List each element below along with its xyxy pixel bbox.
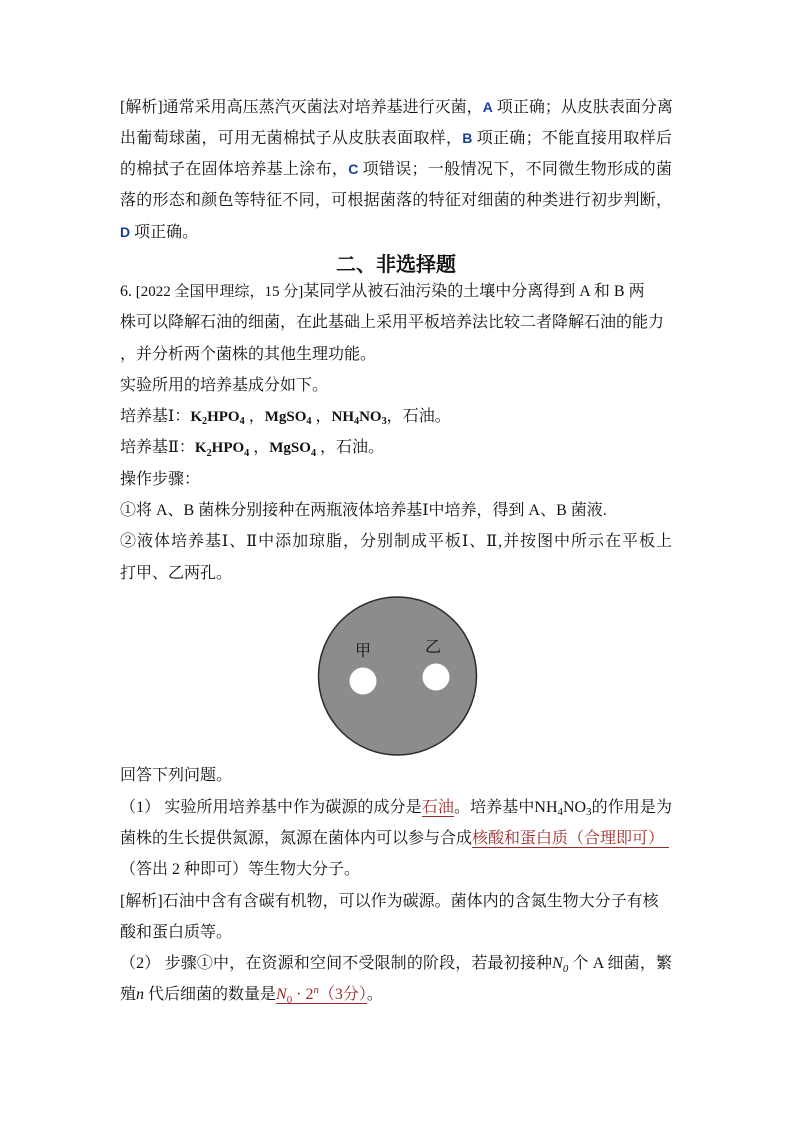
part-number: （1） [120,798,161,816]
part-text: （答出 2 种即可）等生物大分子。 [120,861,361,879]
variable-n0 [552,955,569,975]
media-intro [120,370,672,401]
separator: ， [311,408,332,426]
medium-tail: 石油。 [402,408,451,426]
variable-symbol: N [552,955,563,973]
medium-label: 培养基Ⅱ： [120,439,195,457]
analysis-text: 通常采用高压蒸汽灭菌法对培养基进行灭菌， [162,98,483,116]
formula-nh4no3 [331,409,387,428]
part-text: 。 [366,986,383,1004]
formula-part: NO [359,409,382,426]
formula-subscript: 4 [353,416,360,428]
formula-subscript: 2 [206,447,212,459]
formula-part: HPO [207,409,240,426]
part-text: 菌株的生长提供氮源，氮源在菌体内可以参与合成 [120,829,473,847]
option-letter-a: A [482,98,493,115]
hole-yi [423,664,450,691]
hole-label-jia: 甲 [354,643,372,660]
question-stem: 株可以降解石油的细菌，在此基础上采用平板培养法比较二者降解石油的能力 [120,314,665,332]
analysis-1-line-3 [120,154,672,185]
medium-1-line [120,401,672,432]
steps-title-text: 操作步骤： [120,470,201,488]
medium-label: 培养基Ⅰ： [120,408,191,426]
variable-n: n [136,986,145,1004]
answer-base-subscript: 0 [286,993,293,1006]
option-letter-b: B [462,129,473,146]
hole-label-yi: 乙 [424,639,442,656]
formula-part: MgSO [269,440,311,457]
option-letter-d: D [120,223,131,240]
formula-part: NH [534,798,558,816]
formula-subscript: 4 [306,416,312,428]
question-stem: 某同学从被石油污染的土壤中分离得到 A 和 B 两 [303,282,645,300]
formula-subscript: 3 [586,806,592,819]
analysis-label: [解析] [120,892,163,910]
question-stem: ，并分析两个菌株的其他生理功能。 [120,345,377,363]
content-upper [120,92,672,589]
part-text: 。培养基中 [453,798,535,816]
content-lower [120,760,672,1010]
formula-subscript: 4 [239,416,245,428]
answer-prompt [120,760,672,791]
media-intro-text: 实验所用的培养基成分如下。 [120,376,329,394]
question-source: [2022 全国甲理综，15 分] [132,283,304,300]
formula-part: HPO [211,440,245,457]
part-text: 殖 [120,986,137,1004]
separator: ， [316,439,337,457]
formula-k2hpo4 [194,440,250,459]
analysis-2-line-1 [120,886,672,917]
part-text: 实验所用培养基中作为碳源的成分是 [160,798,422,816]
analysis-text: 石油中含有含碳有机物，可以作为碳源。菌体内的含氮生物大分子有核 [162,892,659,910]
medium-tail: 石油。 [336,439,385,457]
formula-part: MgSO [264,409,307,426]
separator: ， [249,439,270,457]
analysis-text: 项错误；一般情况下，不同微生物形成的菌 [358,161,672,179]
analysis-text: 项正确；不能直接用取样后 [472,129,672,147]
formula-part: K [194,440,207,457]
analysis-text: 出葡萄球菌，可用无菌棉拭子从皮肤表面取样， [120,129,463,147]
answer-operator: · 2 [292,986,314,1004]
step-1-text: ①将 A、B 菌株分别接种在两瓶液体培养基Ⅰ中培养，得到 A、B 菌液. [120,502,607,520]
answer-score: （3分） [318,986,367,1004]
step-2-text: 打甲、乙两孔。 [120,564,233,582]
culture-plate-figure [308,586,488,766]
formula-k2hpo4 [190,409,245,428]
part-number: （2） [120,955,161,973]
question-number: 6. [120,282,132,300]
formula-mgso4 [264,409,312,428]
part-2-line-2 [120,979,672,1010]
analysis-text: 酸和蛋白质等。 [120,923,233,941]
formula-subscript: 4 [557,806,563,819]
separator: ， [244,408,265,426]
agar-plate [319,597,477,755]
analysis-1-line-4 [120,185,672,216]
part-text: 步骤①中，在资源和空间不受限制的阶段，若最初接种 [160,955,553,973]
formula-subscript: 3 [381,416,387,428]
question-6-line-1 [120,276,672,307]
analysis-text: 项正确。 [130,223,199,241]
step-2-line-1 [120,526,672,557]
formula-nh4no3 [534,798,592,819]
section-heading-text: 二、非选择题 [336,253,456,276]
analysis-text: 落的形态和颜色等特征不同，可根据菌落的特征对细菌的种类进行初步判断， [120,192,672,210]
analysis-1-line-2 [120,123,672,154]
question-6-line-3 [120,339,672,370]
formula-part: NO [562,798,587,816]
section-heading [120,248,672,276]
analysis-1-line-5 [120,217,672,248]
part-text: 个 A 细菌，繁 [568,955,672,973]
hole-jia [350,668,377,695]
part-1-line-3 [120,854,672,885]
formula-subscript: 4 [310,447,317,459]
part-text: 的作用是为 [591,798,672,816]
answer-base: N [276,986,287,1004]
formula-part: NH [331,409,354,426]
steps-title [120,464,672,495]
variable-subscript: 0 [562,962,569,975]
step-2-text: ②液体培养基Ⅰ、Ⅱ中添加琼脂，分别制成平板Ⅰ、Ⅱ,并按图中所示在平板上 [120,533,672,551]
formula-part: K [190,409,202,426]
formula-mgso4 [269,440,317,459]
separator: ， [386,408,403,426]
part-1-line-1 [120,792,672,823]
step-2-line-2 [120,558,672,589]
part-text: 代后细菌的数量是 [144,986,277,1004]
analysis-2-line-2 [120,917,672,948]
answer-prompt-text: 回答下列问题。 [120,767,233,785]
answer-carbon-source: 石油 [421,798,454,816]
analysis-text: 的棉拭子在固体培养基上涂布， [120,161,349,179]
formula-subscript: 4 [244,447,250,459]
option-letter-c: C [348,161,359,178]
part-1-line-2 [120,823,672,854]
answer-exponent: n [313,984,319,997]
answer-macromolecules: 核酸和蛋白质（合理即可） [472,830,669,848]
step-1 [120,495,672,526]
analysis-text: 项正确；从皮肤表面分离 [492,98,673,116]
analysis-1-line-1 [120,92,672,123]
part-2-line-1 [120,948,672,979]
question-6-line-2 [120,307,672,338]
answer-bacteria-count [276,986,367,1004]
formula-subscript: 2 [202,416,208,428]
analysis-label: [解析] [120,98,163,116]
medium-2-line [120,432,672,463]
